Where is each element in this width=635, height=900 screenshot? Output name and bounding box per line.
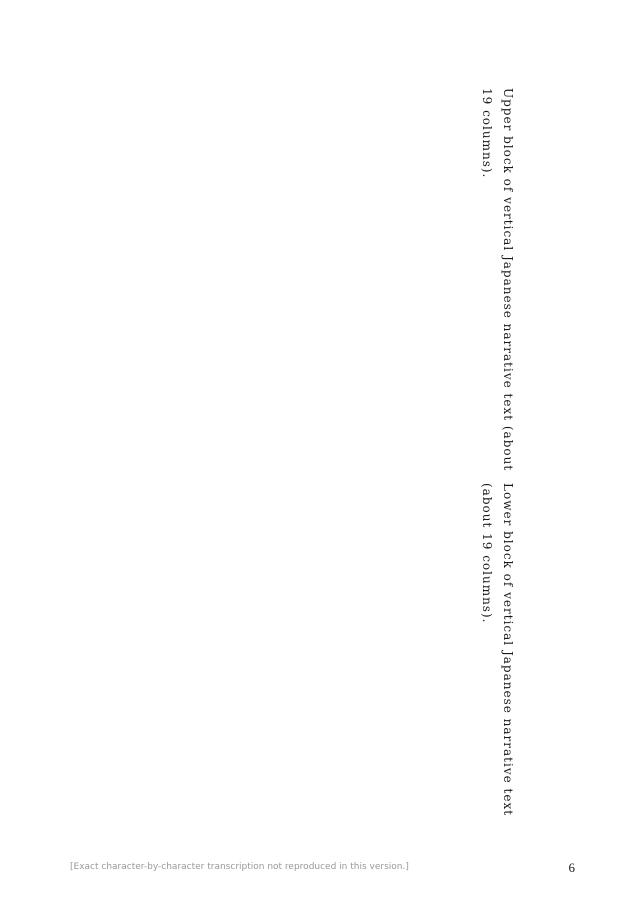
page-number: 6	[568, 860, 575, 875]
transcription-note: [Exact character-by-character transcription not reproduced in this version.]	[70, 862, 409, 872]
lower-text-block: Lower block of vertical Japanese narrative text (about 19 columns).	[480, 483, 515, 817]
upper-text-block: Upper block of vertical Japanese narrative text (about 19 columns).	[480, 88, 515, 472]
